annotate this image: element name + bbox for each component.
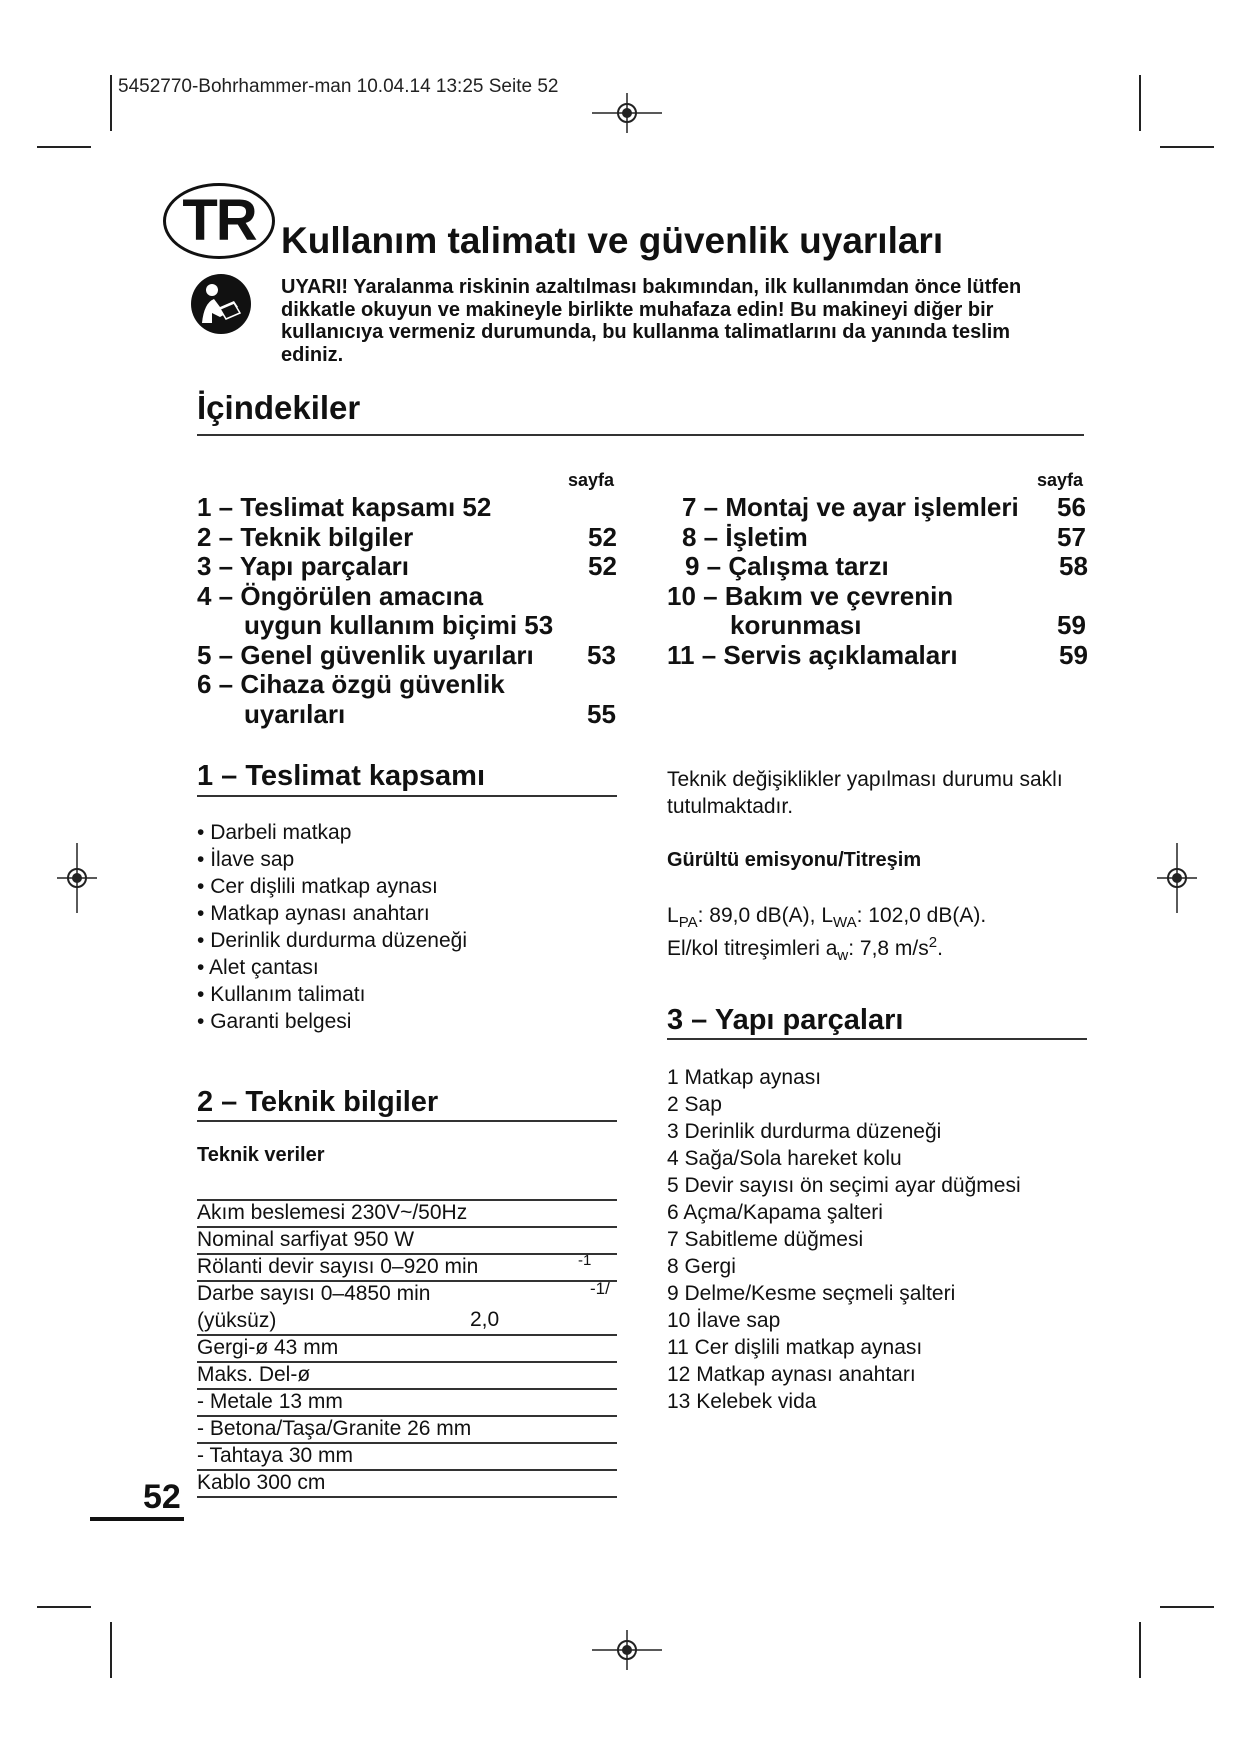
- table-row: - Tahtaya 30 mm: [197, 1444, 354, 1467]
- parts-list: [667, 1064, 1021, 1415]
- registration-target-icon: [592, 93, 662, 133]
- list-item: 13 Kelebek vida: [667, 1390, 817, 1413]
- list-item: • Alet çantası: [197, 954, 467, 981]
- page-title: Kullanım talimatı ve güvenlik uyarıları: [281, 220, 944, 261]
- toc-page-label-left: sayfa: [568, 470, 615, 490]
- toc-item-page: 57: [1057, 522, 1086, 552]
- section-title: 3 – Yapı parçaları: [667, 1004, 904, 1036]
- table-cell-value: 2,0: [470, 1308, 500, 1331]
- crop-mark: [110, 1622, 112, 1678]
- list-item: 5 Devir sayısı ön seçimi ayar düğmesi: [667, 1174, 1021, 1197]
- crop-mark: [1139, 75, 1141, 131]
- table-row: - Metale 13 mm: [197, 1390, 343, 1413]
- list-item: • Kullanım talimatı: [197, 981, 467, 1008]
- toc-item[interactable]: 7 – Montaj ve ayar işlemleri: [682, 492, 1019, 522]
- list-item: 3 Derinlik durdurma düzeneği: [667, 1120, 942, 1143]
- table-row: (yüksüz): [197, 1309, 277, 1332]
- list-item: 8 Gergi: [667, 1255, 736, 1278]
- toc-item[interactable]: 2 – Teknik bilgiler: [197, 522, 414, 552]
- toc-item-page: 59: [1059, 640, 1088, 670]
- crop-mark: [1160, 1606, 1214, 1608]
- toc-item-page: 52: [588, 551, 617, 581]
- list-item: 10 İlave sap: [667, 1309, 781, 1332]
- toc-item-page: 58: [1059, 551, 1088, 581]
- toc-item[interactable]: uygun kullanım biçimi 53: [244, 610, 554, 640]
- superscript: -1/: [590, 1279, 610, 1298]
- table-row: Kablo 300 cm: [197, 1471, 326, 1494]
- section-rule: [197, 1120, 617, 1122]
- toc-item[interactable]: uyarıları: [244, 699, 346, 729]
- list-item: 4 Sağa/Sola hareket kolu: [667, 1147, 902, 1170]
- table-row: Gergi-ø 43 mm: [197, 1336, 339, 1359]
- toc-item[interactable]: 9 – Çalışma tarzı: [685, 551, 889, 581]
- toc-item-page: 55: [587, 699, 616, 729]
- crop-mark: [37, 1606, 91, 1608]
- language-badge: TR: [163, 183, 275, 259]
- registration-target-icon: [1157, 843, 1197, 913]
- toc-item-page: 56: [1057, 492, 1086, 522]
- toc-item[interactable]: 5 – Genel güvenlik uyarıları: [197, 640, 534, 670]
- section-rule: [197, 795, 617, 797]
- section-rule: [667, 1038, 1087, 1040]
- page-number: 52: [143, 1478, 181, 1516]
- section-title: 2 – Teknik bilgiler: [197, 1086, 439, 1118]
- vibration-value: El/kol titreşimleri $a_w$: 7,8 $m/s^2$.: [667, 934, 943, 965]
- table-rule: [197, 1496, 617, 1498]
- toc-item-page: 52: [588, 522, 617, 552]
- toc-item[interactable]: 11 – Servis açıklamaları: [667, 640, 958, 670]
- toc-item-page: 53: [587, 640, 616, 670]
- table-row: Rölanti devir sayısı 0–920 min: [197, 1255, 479, 1278]
- noise-heading: Gürültü emisyonu/Titreşim: [667, 849, 922, 871]
- list-item: • Garanti belgesi: [197, 1008, 467, 1035]
- toc-item[interactable]: 3 – Yapı parçaları: [197, 551, 409, 581]
- table-row: Maks. Del-ø: [197, 1363, 311, 1386]
- list-item: • Derinlik durdurma düzeneği: [197, 927, 467, 954]
- crop-mark: [37, 146, 91, 148]
- print-header: 5452770-Bohrhammer-man 10.04.14 13:25 Seite 52: [118, 76, 559, 97]
- toc-rule: [197, 434, 1084, 436]
- list-item: 7 Sabitleme düğmesi: [667, 1228, 864, 1251]
- list-item: • Matkap aynası anahtarı: [197, 900, 467, 927]
- list-item: • İlave sap: [197, 846, 467, 873]
- read-manual-icon: [190, 273, 252, 335]
- list-item: 1 Matkap aynası: [667, 1066, 822, 1089]
- toc-item[interactable]: 6 – Cihaza özgü güvenlik: [197, 669, 505, 699]
- table-row: Darbe sayısı 0–4850 min: [197, 1282, 431, 1305]
- section-title: 1 – Teslimat kapsamı: [197, 760, 486, 792]
- registration-target-icon: [592, 1630, 662, 1670]
- delivery-list: [197, 819, 467, 1035]
- change-notice: Teknik değişiklikler yapılması durumu saklı tutulmaktadır.: [667, 768, 1063, 818]
- toc-page-label-right: sayfa: [1037, 470, 1084, 490]
- toc-item[interactable]: 8 – İşletim: [682, 522, 808, 552]
- page-number-rule: [90, 1517, 184, 1521]
- list-item: 2 Sap: [667, 1093, 722, 1116]
- list-item: 12 Matkap aynası anahtarı: [667, 1363, 916, 1386]
- warning-text: UYARI! Yaralanma riskinin azaltılması bakımından, ilk kullanımdan önce lütfen dikkatle okuyun ve makineyle birlikte muhafaza edin! Bu makineyi diğer bir kullanıcıya vermeniz durumunda, bu kullanma talimatlarını da yanında teslim ediniz.: [281, 276, 1022, 366]
- table-row: - Betona/Taşa/Granite 26 mm: [197, 1417, 472, 1440]
- toc-item[interactable]: 4 – Öngörülen amacına: [197, 581, 484, 611]
- toc-item[interactable]: 10 – Bakım ve çevrenin: [667, 581, 954, 611]
- noise-values: $L_{PA}$: 89,0 dB(A), $L_{WA}$: 102,0 dB(A).: [667, 904, 987, 932]
- crop-mark: [1139, 1622, 1141, 1678]
- registration-target-icon: [57, 843, 97, 913]
- crop-mark: [1160, 146, 1214, 148]
- list-item: 11 Cer dişlili matkap aynası: [667, 1336, 923, 1359]
- list-item: • Cer dişlili matkap aynası: [197, 873, 467, 900]
- toc-item[interactable]: 1 – Teslimat kapsamı 52: [197, 492, 492, 522]
- toc-title: İçindekiler: [197, 389, 361, 426]
- table-row: Nominal sarfiyat 950 W: [197, 1228, 415, 1251]
- list-item: 6 Açma/Kapama şalteri: [667, 1201, 883, 1224]
- crop-mark: [110, 75, 112, 131]
- toc-item[interactable]: korunması: [730, 610, 862, 640]
- toc-item-page: 59: [1057, 610, 1086, 640]
- superscript: -1: [578, 1252, 592, 1269]
- list-item: • Darbeli matkap: [197, 819, 467, 846]
- table-row: Akım beslemesi 230V~/50Hz: [197, 1201, 468, 1224]
- list-item: 9 Delme/Kesme seçmeli şalteri: [667, 1282, 956, 1305]
- tech-data-heading: Teknik veriler: [197, 1144, 325, 1166]
